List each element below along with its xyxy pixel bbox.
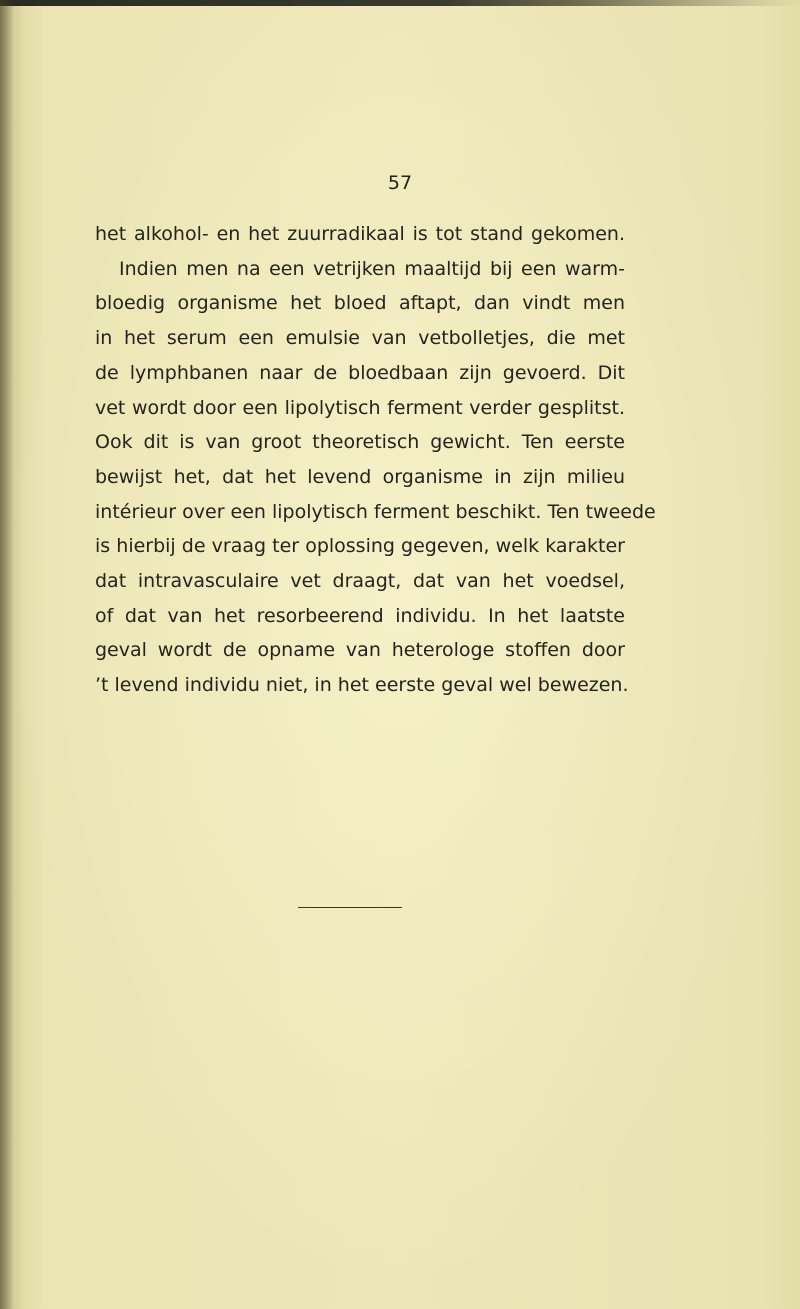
body-paragraph xyxy=(95,217,656,703)
paragraph-line: dat intravasculaire vet draagt, dat van het voedsel, xyxy=(95,570,625,593)
paragraph-line: of dat van het resorbeerend individu. In het laatste xyxy=(95,604,625,627)
page-top-edge xyxy=(0,0,800,6)
paragraph-line: de lymphbanen naar de bloedbaan zijn gevoerd. Dit xyxy=(95,361,625,384)
paragraph-line: bewijst het, dat het levend organisme in zijn milieu xyxy=(95,465,625,488)
page-number: 57 xyxy=(387,172,413,194)
paragraph-line: Indien men na een vetrijken maaltijd bij een warm- xyxy=(119,257,625,280)
paragraph-line: geval wordt de opname van heterologe stoffen door xyxy=(95,639,625,662)
section-separator-rule xyxy=(298,907,402,908)
paragraph-line: vet wordt door een lipolytisch ferment verder gesplitst. xyxy=(95,396,625,419)
paragraph-line: intérieur over een lipolytisch ferment beschikt. Ten tweede xyxy=(95,500,656,523)
paragraph-line: Ook dit is van groot theoretisch gewicht. Ten eerste xyxy=(95,431,625,454)
paragraph-line: bloedig organisme het bloed aftapt, dan vindt men xyxy=(95,292,625,315)
spine-shadow xyxy=(0,0,14,1309)
paragraph-line: ’t levend individu niet, in het eerste geval wel bewezen. xyxy=(95,674,629,697)
paragraph-line: is hierbij de vraag ter oplossing gegeven, welk karakter xyxy=(95,535,625,558)
paragraph-line: in het serum een emulsie van vetbolletjes, die met xyxy=(95,327,625,350)
paragraph-line: het alkohol- en het zuurradikaal is tot stand gekomen. xyxy=(95,223,625,245)
